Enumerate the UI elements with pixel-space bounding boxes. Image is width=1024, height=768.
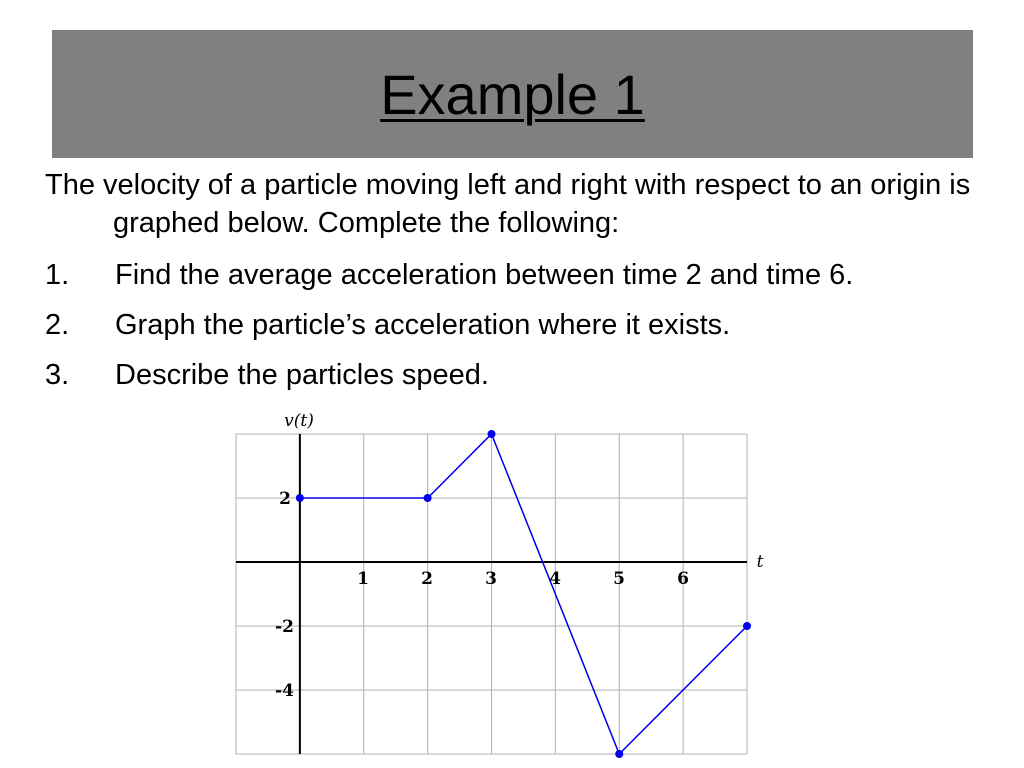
labels bbox=[275, 411, 763, 701]
slide-title: Example 1 bbox=[380, 62, 645, 126]
list-number: 1. bbox=[45, 259, 70, 291]
data-point bbox=[615, 750, 623, 758]
data-point bbox=[488, 430, 496, 438]
grid bbox=[236, 434, 747, 754]
y-tick-label: -4 bbox=[275, 681, 294, 701]
x-tick-label: 5 bbox=[613, 569, 625, 589]
data-point bbox=[424, 494, 432, 502]
y-tick-label: -2 bbox=[275, 617, 294, 637]
list-text: Graph the particle’s acceleration where it exists. bbox=[115, 309, 731, 341]
x-tick-label: 1 bbox=[357, 569, 369, 589]
y-axis-label: v(t) bbox=[284, 411, 314, 431]
intro-text: The velocity of a particle moving left and right with respect to an origin is graphed below. Complete the following: bbox=[45, 169, 971, 239]
y-tick-label: 2 bbox=[279, 489, 291, 509]
list-number: 2. bbox=[45, 309, 70, 341]
data-point bbox=[296, 494, 304, 502]
list-text: Describe the particles speed. bbox=[115, 359, 489, 391]
data-point bbox=[743, 622, 751, 630]
x-tick-label: 6 bbox=[677, 569, 689, 589]
x-tick-label: 4 bbox=[549, 569, 561, 589]
list-text: Find the average acceleration between time 2 and time 6. bbox=[115, 259, 854, 291]
x-axis-label: t bbox=[756, 552, 764, 572]
list-number: 3. bbox=[45, 359, 70, 391]
x-tick-label: 2 bbox=[421, 569, 433, 589]
x-tick-label: 3 bbox=[485, 569, 497, 589]
velocity-line bbox=[300, 434, 747, 754]
